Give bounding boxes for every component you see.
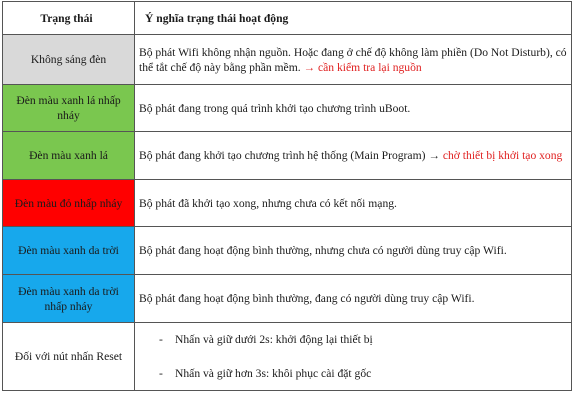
meaning-column-header: Ý nghĩa trạng thái hoạt động (135, 2, 572, 35)
state-cell-blue: Đèn màu xanh da trời (3, 227, 135, 275)
meaning-cell (135, 85, 572, 132)
meaning-cell (135, 35, 572, 85)
table-row (3, 227, 572, 275)
meaning-text: Bộ phát đã khởi tạo xong, nhưng chưa có kết nối mạng. (139, 196, 397, 210)
led-status-table (2, 1, 572, 391)
state-column-header: Trạng thái (3, 2, 135, 35)
table-row (3, 85, 572, 132)
table-row (3, 132, 572, 180)
table-row (3, 275, 572, 323)
meaning-cell (135, 275, 572, 323)
meaning-cell (135, 180, 572, 227)
meaning-text: Bộ phát đang hoạt động bình thường, đang có người dùng truy cập Wifi. (139, 292, 475, 305)
dash-bullet: - (159, 367, 163, 380)
meaning-text: Bộ phát đang khởi tạo chương trình hệ thống (Main Program) (139, 149, 429, 162)
state-cell-off: Không sáng đèn (3, 35, 135, 85)
list-item (159, 366, 567, 381)
state-cell-green: Đèn màu xanh lá (3, 132, 135, 180)
meaning-cell (135, 132, 572, 180)
arrow-icon: → (428, 149, 440, 162)
reset-action-text: Nhấn và giữ dưới 2s: khởi động lại thiết bị (175, 333, 373, 346)
state-cell-blue-blinking: Đèn màu xanh da trời nhấp nháy (3, 275, 135, 323)
state-cell-reset-button: Đối với nút nhấn Reset (3, 323, 135, 391)
dash-bullet: - (159, 333, 163, 346)
meaning-text: Bộ phát Wifi không nhận nguồn. Hoặc đang ở chế độ không làm phiền (Do Not Disturb), có thể tắt chế độ này bằng phần mềm. (139, 45, 567, 74)
reset-actions-list (139, 332, 567, 381)
table-header-row (3, 2, 572, 35)
state-cell-red-blinking: Đèn màu đỏ nhấp nháy (3, 180, 135, 227)
meaning-note: chờ thiết bị khởi tạo xong (439, 149, 563, 162)
meaning-cell (135, 227, 572, 275)
reset-action-text: Nhấn và giữ hơn 3s: khôi phục cài đặt gốc (175, 367, 372, 380)
state-cell-green-blinking: Đèn màu xanh lá nhấp nháy (3, 85, 135, 132)
meaning-cell (135, 323, 572, 391)
meaning-note: → cần kiểm tra lại nguồn (303, 60, 422, 74)
table-row (3, 180, 572, 227)
table-row (3, 323, 572, 391)
meaning-text: Bộ phát đang hoạt động bình thường, nhưng chưa có người dùng truy cập Wifi. (139, 244, 507, 257)
list-item (159, 332, 567, 347)
meaning-text: Bộ phát đang trong quá trình khởi tạo chương trình uBoot. (139, 101, 411, 115)
table-row (3, 35, 572, 85)
